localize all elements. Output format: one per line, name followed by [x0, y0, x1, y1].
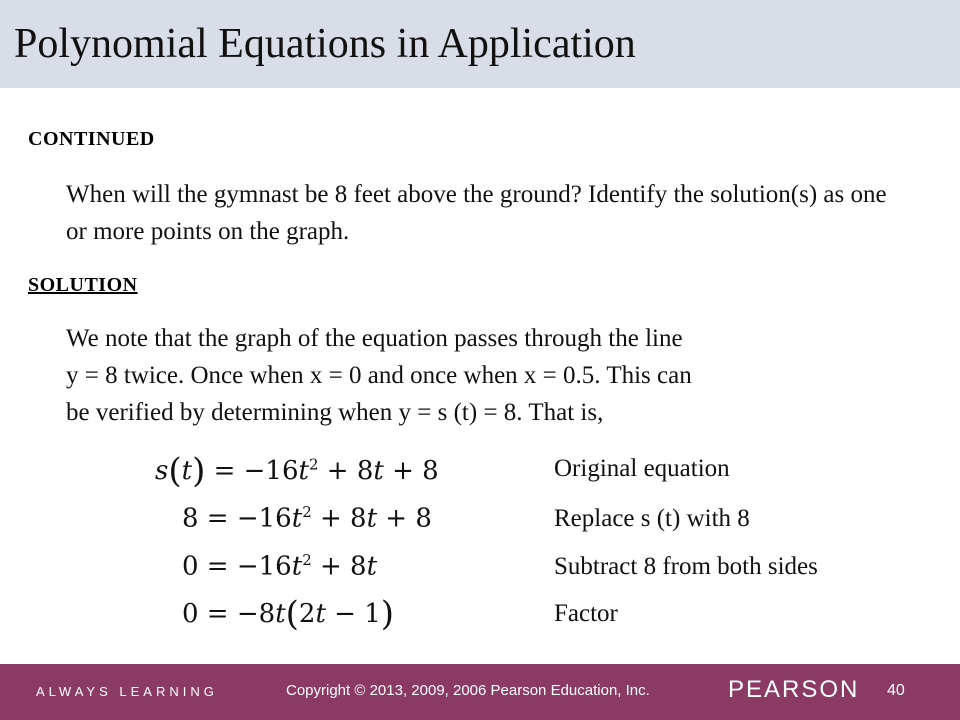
step-note-subtract: Subtract 8 from both sides: [554, 553, 818, 580]
solution-line-3: be verified by determining when y = s (t) = 8. That is,: [66, 399, 604, 426]
equation-original: $s(t) = -16t^2 + 8t + 8$: [155, 451, 439, 491]
question-text: When will the gymnast be 8 feet above the ground? Identify the solution(s) as one or more points on the graph.: [66, 181, 887, 245]
equation-replace: $8 = -16t^2 + 8t + 8$: [182, 503, 432, 534]
title-bar: [0, 0, 960, 88]
footer-tagline: ALWAYS LEARNING: [36, 684, 218, 699]
solution-label: SOLUTION: [28, 274, 138, 296]
footer-copyright: Copyright © 2013, 2009, 2006 Pearson Education, Inc.: [286, 682, 650, 699]
step-note-replace: Replace s (t) with 8: [554, 505, 750, 532]
slide-title: Polynomial Equations in Application: [14, 21, 636, 67]
solution-line-2: y = 8 twice. Once when x = 0 and once when x = 0.5. This can: [66, 362, 692, 389]
step-note-original: Original equation: [554, 455, 730, 482]
step-note-factor: Factor: [554, 600, 618, 627]
footer-bar: [0, 664, 960, 720]
equation-subtract: $0 = -16t^2 + 8t$: [182, 551, 378, 582]
pearson-logo: PEARSON: [728, 676, 860, 703]
equation-factor: 0 = −8t(2t − 1): [182, 594, 395, 634]
page-number: 40: [887, 682, 905, 699]
solution-line-1: We note that the graph of the equation passes through the line: [66, 325, 683, 352]
continued-label: CONTINUED: [28, 128, 155, 150]
solution-text: [66, 320, 896, 431]
